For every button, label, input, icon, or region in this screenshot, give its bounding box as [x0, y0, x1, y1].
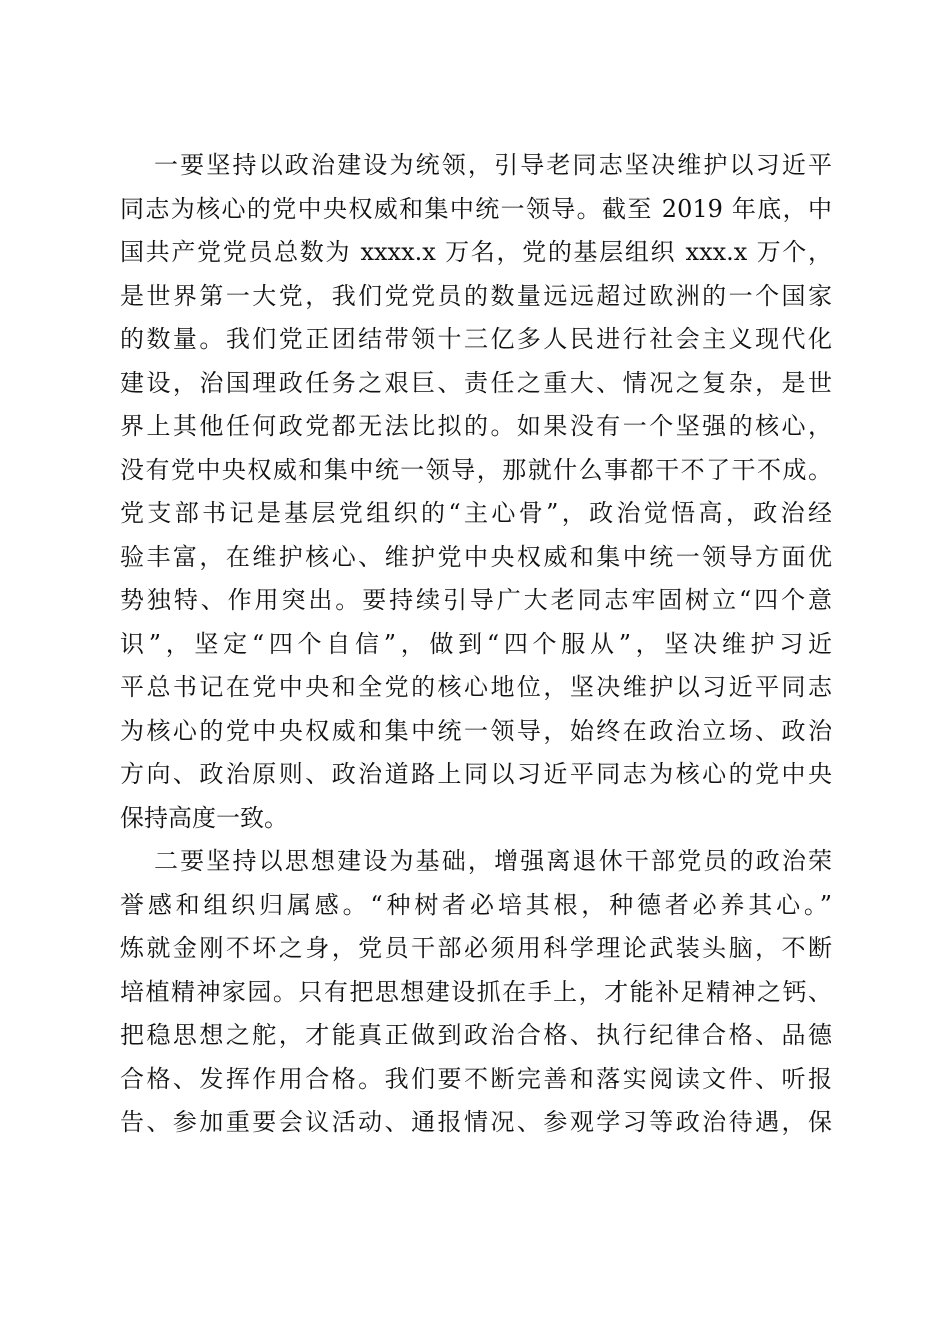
document-page — [120, 144, 832, 1145]
paragraph-2-line: 誉感和组织归属感。“种树者必培其根，种德者必养其心。” — [120, 890, 832, 919]
paragraph-1-line: 是世界第一大党，我们党党员的数量远远超过欧洲的一个国家 — [120, 281, 832, 310]
paragraph-2-line: 把稳思想之舵，才能真正做到政治合格、执行纪律合格、品德 — [120, 1021, 832, 1049]
paragraph-1-line: 同志为核心的党中央权威和集中统一领导。截至 2019 年底，中 — [120, 194, 832, 223]
paragraph-1-line: 为核心的党中央权威和集中统一领导，始终在政治立场、政治 — [120, 716, 832, 745]
paragraph-1-line: 一要坚持以政治建设为统领，引导老同志坚决维护以习近平 — [154, 151, 832, 179]
paragraph-2-line: 合格、发挥作用合格。我们要不断完善和落实阅读文件、听报 — [120, 1064, 832, 1093]
paragraph-2-line: 炼就金刚不坏之身，党员干部必须用科学理论武装头脑，不断 — [120, 934, 832, 962]
paragraph-2-line: 培植精神家园。只有把思想建设抓在手上，才能补足精神之钙、 — [120, 977, 832, 1006]
paragraph-1-line: 界上其他任何政党都无法比拟的。如果没有一个坚强的核心， — [120, 412, 832, 440]
paragraph-1-line: 验丰富，在维护核心、维护党中央权威和集中统一领导方面优 — [120, 542, 832, 571]
paragraph-1-line: 识”，坚定“四个自信”，做到“四个服从”，坚决维护习近 — [120, 629, 832, 658]
paragraph-1-line: 势独特、作用突出。要持续引导广大老同志牢固树立“四个意 — [120, 586, 832, 614]
paragraph-1-line: 方向、政治原则、政治道路上同以习近平同志为核心的党中央 — [120, 760, 832, 788]
paragraph-1-line: 保持高度一致。 — [120, 803, 288, 832]
paragraph-1-line: 没有党中央权威和集中统一领导，那就什么事都干不了干不成。 — [120, 455, 832, 484]
paragraph-2-line: 告、参加重要会议活动、通报情况、参观学习等政治待遇，保 — [120, 1108, 832, 1136]
paragraph-1-line: 国共产党党员总数为 xxxx.x 万名，党的基层组织 xxx.x 万个， — [120, 238, 832, 266]
paragraph-1-line: 的数量。我们党正团结带领十三亿多人民进行社会主义现代化 — [120, 325, 832, 353]
paragraph-1-line: 平总书记在党中央和全党的核心地位，坚决维护以习近平同志 — [120, 673, 832, 701]
paragraph-1-line: 党支部书记是基层党组织的“主心骨”，政治觉悟高，政治经 — [120, 499, 832, 527]
paragraph-2-line: 二要坚持以思想建设为基础，增强离退休干部党员的政治荣 — [154, 847, 832, 875]
paragraph-1-line: 建设，治国理政任务之艰巨、责任之重大、情况之复杂，是世 — [120, 368, 832, 397]
